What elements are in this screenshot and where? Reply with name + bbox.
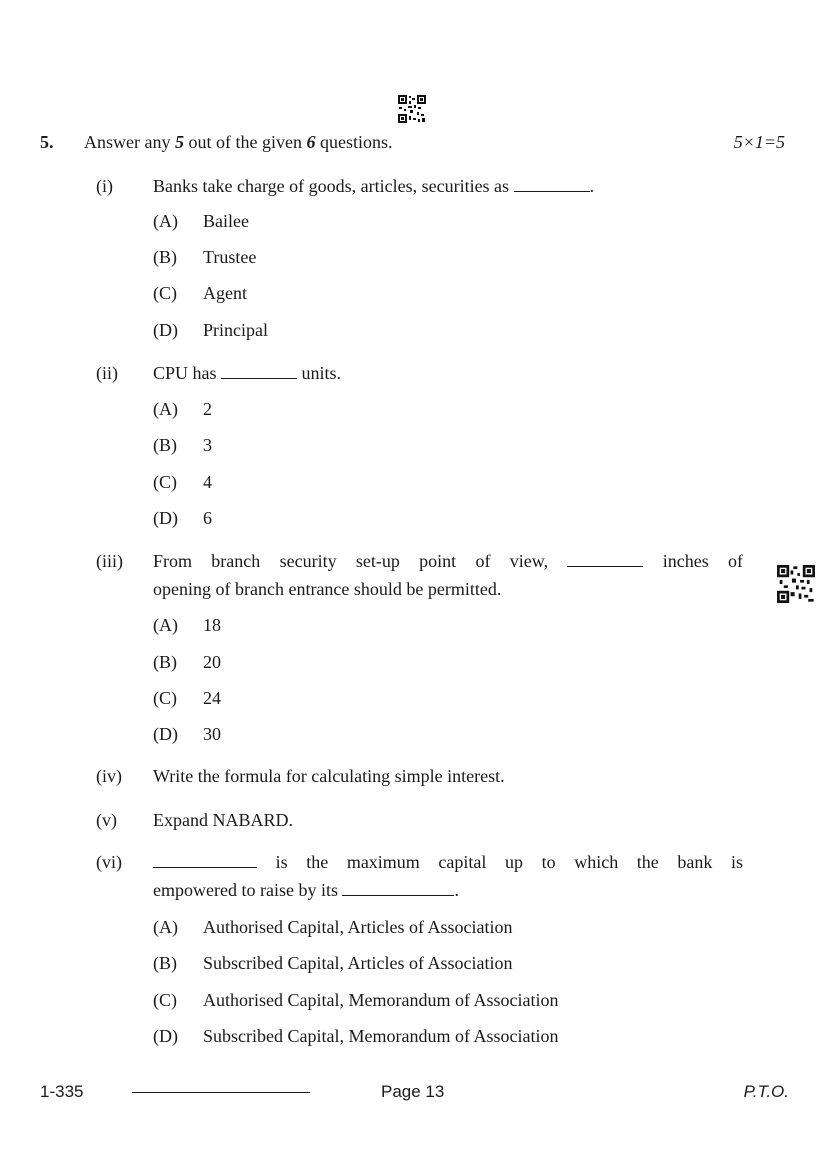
answer-blank <box>342 894 454 896</box>
answer-blank <box>514 190 590 192</box>
option-text: Agent <box>203 283 247 303</box>
sub-question-number: (v) <box>96 810 117 830</box>
option-text: 24 <box>203 688 221 708</box>
option-letter: (B) <box>153 652 177 672</box>
question-text: CPU has <box>153 363 217 383</box>
option-letter: (C) <box>153 990 177 1010</box>
option-text: Authorised Capital, Memorandum of Association <box>203 990 559 1010</box>
sub-question-text <box>153 363 341 384</box>
question-text: Banks take charge of goods, articles, securities as <box>153 176 510 196</box>
sub-question-text: Expand NABARD. <box>153 810 293 830</box>
instruction-prefix: Answer any <box>84 132 175 152</box>
sub-question-text-line1 <box>153 852 743 873</box>
option-text: 3 <box>203 435 212 455</box>
option-letter: (D) <box>153 1026 178 1046</box>
sub-question-text-line2: opening of branch entrance should be permitted. <box>153 579 502 599</box>
option-letter: (C) <box>153 283 177 303</box>
question-text-end: . <box>589 176 595 196</box>
option-letter: (D) <box>153 320 178 340</box>
option-text: Bailee <box>203 211 249 231</box>
option-text: Principal <box>203 320 268 340</box>
option-text: Authorised Capital, Articles of Association <box>203 917 513 937</box>
sub-question-text <box>153 176 594 197</box>
option-text: 18 <box>203 615 221 635</box>
sub-question-number: (i) <box>96 176 113 196</box>
instruction-suffix: questions. <box>315 132 393 152</box>
please-turn-over: P.T.O. <box>743 1082 789 1101</box>
option-letter: (C) <box>153 688 177 708</box>
question-instruction <box>84 132 392 153</box>
option-letter: (B) <box>153 247 177 267</box>
instruction-mid: out of the given <box>183 132 307 152</box>
question-text: From branch security set-up point of view, <box>153 551 549 571</box>
option-letter: (C) <box>153 472 177 492</box>
answer-blank <box>567 565 643 567</box>
paper-code: 1-335 <box>40 1082 84 1101</box>
sub-question-number: (iii) <box>96 551 123 571</box>
option-letter: (B) <box>153 435 177 455</box>
option-letter: (A) <box>153 615 178 635</box>
option-letter: (D) <box>153 724 178 744</box>
option-text: Trustee <box>203 247 257 267</box>
question-text: empowered to raise by its <box>153 880 338 900</box>
option-text: 4 <box>203 472 212 492</box>
question-text-end: units. <box>301 363 342 383</box>
instruction-count: 5 <box>174 132 184 152</box>
sub-question-text-line2 <box>153 880 459 901</box>
answer-blank <box>153 866 257 868</box>
sub-question-text-line1 <box>153 551 743 572</box>
question-number: 5. <box>40 132 54 152</box>
sub-question-number: (iv) <box>96 766 122 786</box>
option-letter: (A) <box>153 399 178 419</box>
option-letter: (D) <box>153 508 178 528</box>
footer-divider <box>132 1092 310 1093</box>
page-number: Page 13 <box>381 1082 445 1101</box>
question-text-end: . <box>454 880 459 900</box>
instruction-total: 6 <box>306 132 316 152</box>
sub-question-text: Write the formula for calculating simple interest. <box>153 766 505 786</box>
sub-question-number: (vi) <box>96 852 122 872</box>
option-text: 6 <box>203 508 212 528</box>
option-text: 20 <box>203 652 221 672</box>
question-text: is the maximum capital up to which the bank is <box>275 852 744 872</box>
qr-code-top <box>398 95 426 123</box>
sub-question-number: (ii) <box>96 363 118 383</box>
question-text-end: inches of <box>662 551 744 571</box>
marks-allocation: 5×1=5 <box>733 132 785 152</box>
option-letter: (B) <box>153 953 177 973</box>
qr-code-side <box>777 565 815 603</box>
option-text: 2 <box>203 399 212 419</box>
option-text: Subscribed Capital, Memorandum of Association <box>203 1026 559 1046</box>
option-letter: (A) <box>153 211 178 231</box>
answer-blank <box>221 377 297 379</box>
option-text: 30 <box>203 724 221 744</box>
option-text: Subscribed Capital, Articles of Association <box>203 953 513 973</box>
option-letter: (A) <box>153 917 178 937</box>
